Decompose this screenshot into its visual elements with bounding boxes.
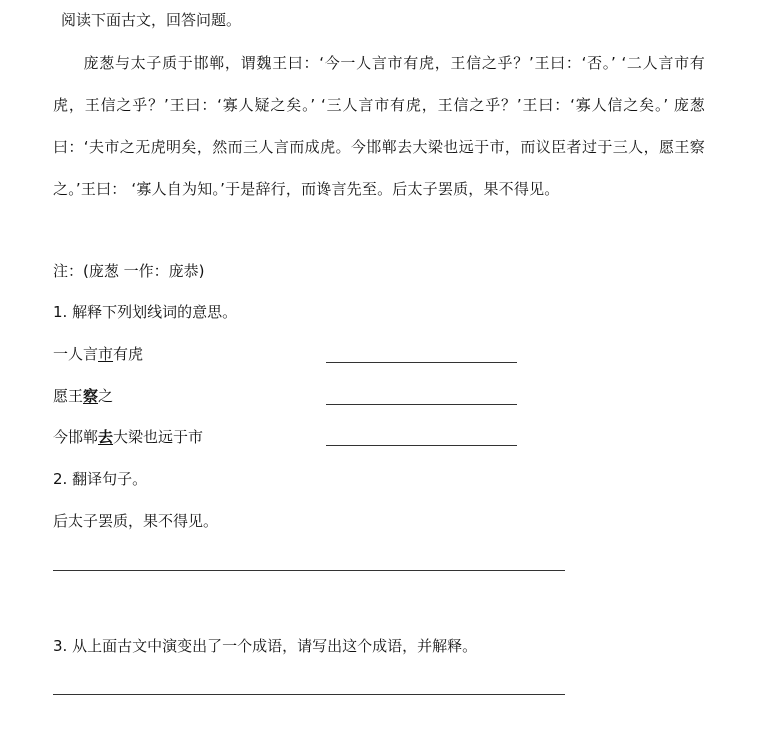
question-1-prompt: 1. 解释下列划线词的意思。 (53, 303, 238, 321)
answer-line[interactable] (53, 694, 565, 695)
underlined-word: 市 (98, 345, 114, 363)
passage (53, 42, 705, 210)
q1-item-post: 之 (98, 387, 114, 405)
q1-item (53, 344, 143, 364)
underlined-word: 去 (98, 428, 114, 446)
q1-item (53, 386, 113, 406)
instruction: 阅读下面古文，回答问题。 (61, 11, 242, 29)
question-2-prompt: 2. 翻译句子。 (53, 470, 148, 488)
answer-line[interactable] (53, 570, 565, 571)
answer-blank[interactable] (326, 445, 517, 446)
answer-blank[interactable] (326, 362, 517, 363)
passage-text: 庞葱与太子质于邯郸，谓魏王曰：‘今一人言市有虎，王信之乎？’王曰：‘否。’ ‘二人言市有虎，王信之乎？’王曰：‘寡人疑之矣。’ ‘三人言市有虎，王信之乎？’王曰：‘寡人信之矣。’ 庞葱曰：‘夫市之无虎明矣，然而三人言而成虎。今邯郸去大梁也远于市，而议臣者过于三人，愿王察之。’王曰： ‘寡人自为知。’于是辞行，而谗言先至。后太子罢质，果不得见。 (53, 54, 705, 198)
q1-item (53, 427, 203, 447)
q1-item-post: 大梁也远于市 (113, 428, 204, 446)
q1-item-pre: 今邯郸 (53, 428, 99, 446)
note: 注：(庞葱 一作：庞恭) (53, 262, 205, 280)
underlined-word: 察 (83, 387, 99, 405)
q1-item-pre: 一人言 (53, 345, 99, 363)
translation-sentence: 后太子罢质，果不得见。 (53, 512, 219, 530)
q1-item-pre: 愿王 (53, 387, 84, 405)
question-3-prompt: 3. 从上面古文中演变出了一个成语，请写出这个成语，并解释。 (53, 637, 478, 655)
answer-blank[interactable] (326, 404, 517, 405)
q1-item-post: 有虎 (113, 345, 144, 363)
